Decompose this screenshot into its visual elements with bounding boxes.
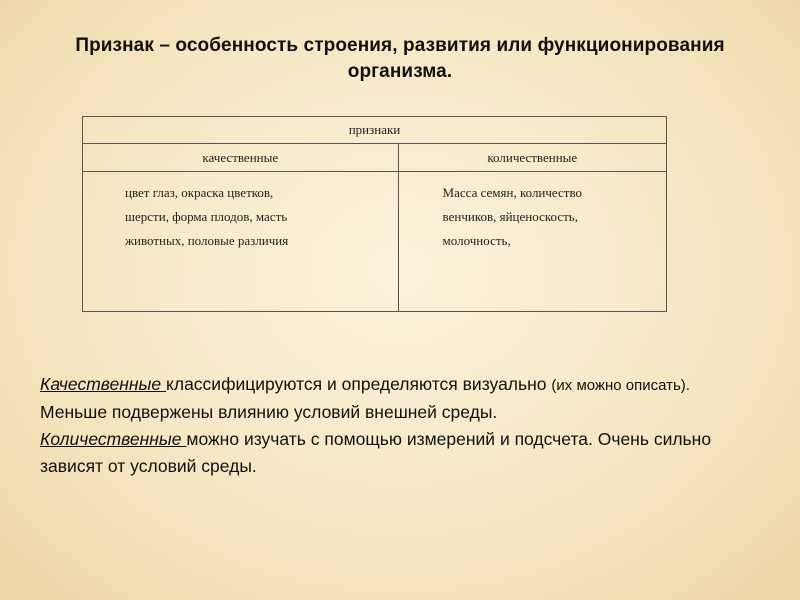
title-line-1: Признак – особенность строения, развития или функционирования: [75, 35, 725, 56]
quantitative-line-2: венчиков, яйценоскость,: [442, 209, 578, 224]
description-qualitative: [40, 371, 760, 426]
qualitative-line-1: цвет глаз, окраска цветков,: [125, 185, 274, 200]
qualitative-text-2: Меньше подвержены влиянию условий внешней среды.: [40, 402, 498, 422]
column-quantitative: количественные: [398, 144, 666, 172]
term-quantitative: Количественные: [40, 429, 187, 449]
qualitative-text-1: классифицируются и определяются визуально: [166, 374, 552, 394]
cell-qualitative: [83, 172, 399, 312]
term-qualitative: Качественные: [40, 374, 167, 394]
title-line-2: организма.: [347, 61, 453, 82]
quantitative-line-3: молочность,: [442, 233, 511, 248]
table-header: признаки: [83, 117, 667, 144]
description: [40, 371, 760, 480]
quantitative-text: можно изучать с помощью измерений и подсчета. Очень сильно зависят от условий среды.: [40, 429, 712, 476]
column-qualitative: качественные: [83, 144, 399, 172]
qualitative-line-2: шерсти, форма плодов, масть: [125, 209, 288, 224]
qualitative-line-3: животных, половые различия: [125, 233, 289, 248]
traits-table: [82, 116, 667, 312]
quantitative-line-1: Масса семян, количество: [442, 185, 583, 200]
slide-title: [20, 33, 780, 85]
description-quantitative: [40, 426, 760, 480]
qualitative-note: (их можно описать).: [551, 377, 690, 394]
cell-quantitative: [398, 172, 666, 312]
